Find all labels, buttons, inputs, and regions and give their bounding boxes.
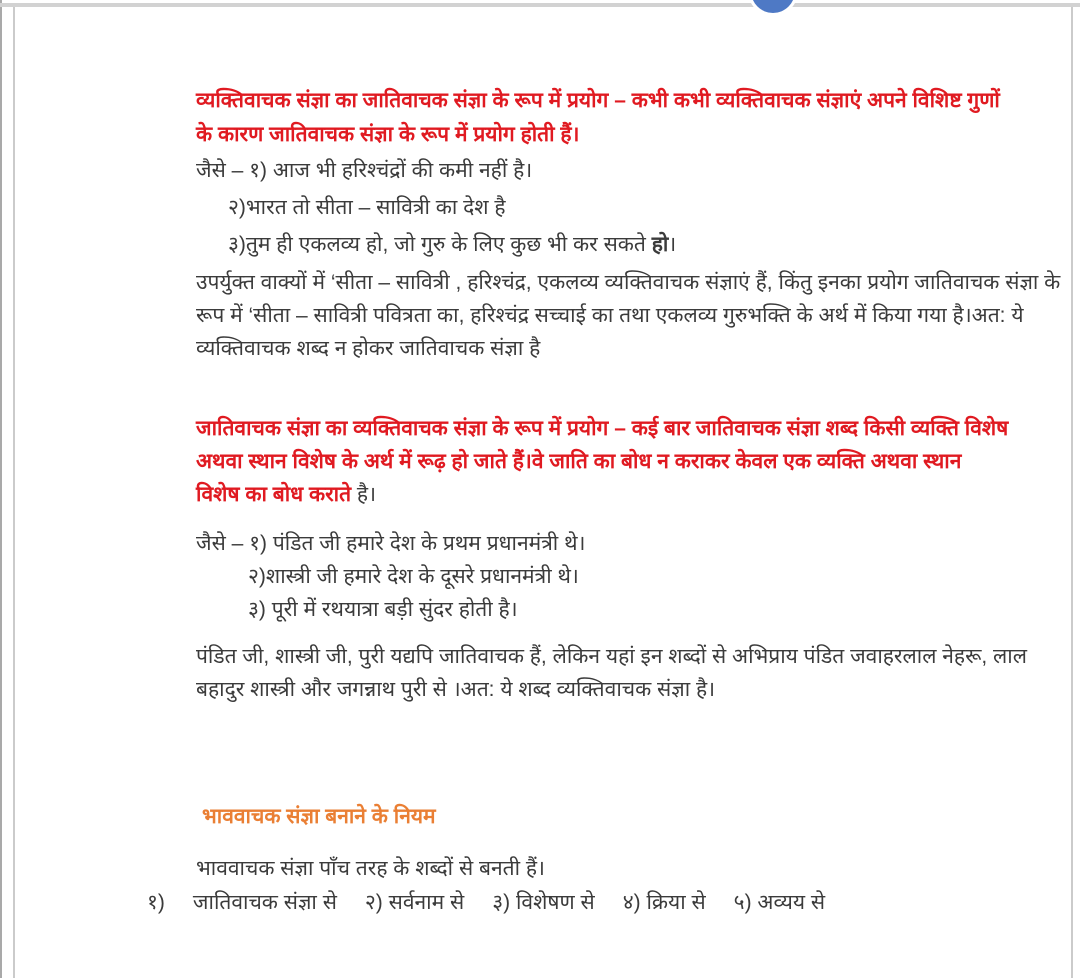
example-text-bold: हो [651, 233, 669, 256]
example-line: २)शास्त्री जी हमारे देश के दूसरे प्रधानमंत्री थे। [248, 565, 579, 588]
rule-item: ५) अव्यय से [733, 891, 826, 914]
viewer-left-edge [0, 0, 2, 978]
heading-line [196, 478, 1008, 511]
examples-common-as-proper [196, 527, 585, 626]
drag-handle-icon[interactable] [751, 0, 795, 13]
rule-marker: १) [147, 891, 165, 914]
explanation-common-as-proper [196, 640, 1027, 706]
heading-line: जातिवाचक संज्ञा का व्यक्तिवाचक संज्ञा के रूप में प्रयोग – कई बार जातिवाचक संज्ञा शब्द किसी व्यक्ति विशेष [196, 417, 1009, 440]
heading-text-black: है। [356, 483, 377, 506]
example-text: । [668, 233, 677, 256]
heading-line: के कारण जातिवाचक संज्ञा के रूप में प्रयोग होती हैं। [196, 123, 580, 146]
paragraph-line: पंडित जी, शास्त्री जी, पुरी यद्यपि जातिवाचक हैं, लेकिन यहां इन शब्दों से अभिप्राय पंडित जवाहरलाल नेहरू, लाल [196, 645, 1027, 668]
rule-item: २) सर्वनाम से [364, 891, 465, 914]
paragraph-line: बहादुर शास्त्री और जगन्नाथ पुरी से ।अत: ये शब्द व्यक्तिवाचक संज्ञा है। [196, 678, 716, 701]
heading-text-red: विशेष का बोध कराते [196, 483, 357, 506]
heading-common-as-proper [196, 412, 1008, 511]
paragraph-line: उपर्युक्त वाक्यों में ‘सीता – सावित्री , हरिश्चंद्र, एकलव्य व्यक्तिवाचक संज्ञाएं हैं, किंतु इनका प्रयोग जातिवाचक संज्ञा के [196, 271, 1061, 294]
heading-line: अथवा स्थान विशेष के अर्थ में रूढ़ हो जाते हैं।वे जाति का बोध न कराकर केवल एक व्यक्ति अथवा स्थान [196, 450, 962, 473]
heading-proper-as-common [196, 84, 1000, 152]
page-right-border [1071, 7, 1073, 978]
examples-proper-as-common [196, 152, 676, 263]
rule-item: ४) क्रिया से [622, 891, 706, 914]
page-left-border [13, 7, 15, 978]
example-text: ३)तुम ही एकलव्य हो, जो गुरु के लिए कुछ भी कर सकते [228, 233, 652, 256]
page-top-border [0, 3, 1080, 7]
example-line [196, 226, 676, 263]
abstract-noun-rule-list [147, 886, 825, 919]
example-line: जैसे – १) पंडित जी हमारे देश के प्रथम प्रधानमंत्री थे। [196, 532, 586, 555]
example-line: ३) पूरी में रथयात्रा बड़ी सुंदर होती है। [248, 598, 518, 621]
paragraph-line: व्यक्तिवाचक शब्द न होकर जातिवाचक संज्ञा है [196, 337, 541, 360]
heading-abstract-noun-rules [202, 800, 436, 833]
rule-item: जातिवाचक संज्ञा से [192, 891, 337, 914]
heading-line: भाववाचक संज्ञा बनाने के नियम [202, 805, 436, 828]
paragraph-line: रूप में ‘सीता – सावित्री पवित्रता का, हरिश्चंद्र सच्चाई का तथा एकलव्य गुरुभक्ति के अर्थ में किया गया है।अत: ये [196, 304, 1024, 327]
paragraph-line: भाववाचक संज्ञा पाँच तरह के शब्दों से बनती हैं। [196, 857, 545, 880]
rule-item: ३) विशेषण से [492, 891, 595, 914]
example-line: जैसे – १) आज भी हरिश्चंद्रों की कमी नहीं है। [196, 159, 533, 182]
heading-line: व्यक्तिवाचक संज्ञा का जातिवाचक संज्ञा के रूप में प्रयोग – कभी कभी व्यक्तिवाचक संज्ञाएं अपने विशिष्ट गुणों [196, 89, 1000, 112]
abstract-noun-intro [196, 852, 545, 885]
explanation-proper-as-common [196, 266, 1060, 365]
example-line: २)भारत तो सीता – सावित्री का देश है [228, 196, 506, 219]
